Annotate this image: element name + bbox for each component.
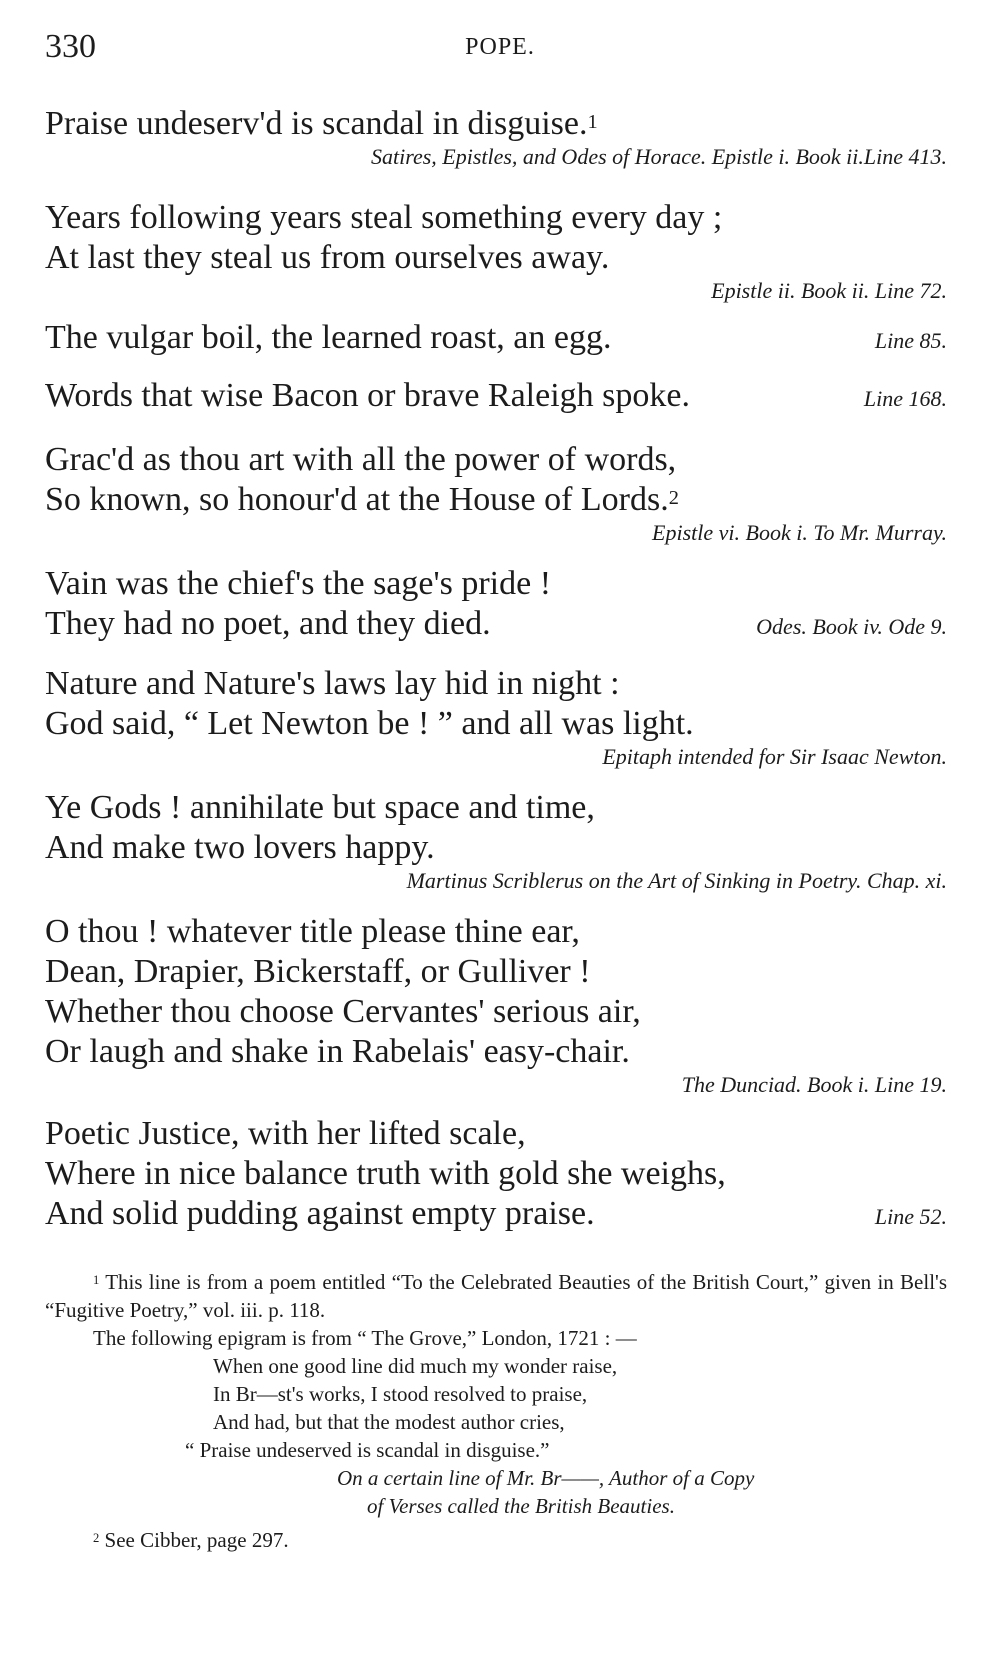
verse-line: Grac'd as thou art with all the power of words, [45, 441, 677, 478]
quote-4 [45, 376, 947, 419]
verse-line: Dean, Drapier, Bickerstaff, or Gulliver ! [45, 953, 591, 990]
verse-line: Praise undeserv'd is scandal in disguise.$^1$ [45, 105, 598, 142]
page-number: 330 [45, 28, 96, 65]
quote-source: Line 85. [874, 328, 947, 353]
verse-line: Whether thou choose Cervantes' serious air, [45, 993, 641, 1030]
quote-source: Line 52. [874, 1204, 947, 1229]
quote-6 [45, 564, 947, 647]
footnote-1-intro: The following epigram is from “ The Grove,” London, 1721 : — [93, 1326, 637, 1350]
running-head: POPE. [465, 34, 535, 60]
footnote-1-block [45, 1268, 947, 1554]
quote-5 [45, 440, 947, 546]
epigram-line: “ Praise undeserved is scandal in disguise.” [185, 1438, 550, 1462]
epigram-line: In Br—st's works, I stood resolved to praise, [213, 1382, 588, 1406]
footnote-ref: 2 [668, 487, 679, 509]
footnote-1-text: $^1$ This line is from a poem entitled “To the Celebrated Beauties of the British Court,” given in Bell's “Fugitive Poetry,” vol. iii. p. 118. [45, 1270, 947, 1322]
quote-9 [45, 912, 947, 1098]
quote-source: Odes. Book iv. Ode 9. [756, 614, 947, 639]
verse-line: Years following years steal something every day ; [45, 199, 723, 236]
footnote-marker: 1 [93, 1273, 100, 1287]
quote-source: Epistle vi. Book i. To Mr. Murray. [652, 520, 947, 545]
quote-7 [45, 664, 947, 770]
footnote-marker: 2 [93, 1531, 100, 1545]
footnote-ref: 1 [587, 111, 598, 133]
verse-line: At last they steal us from ourselves away. [45, 239, 610, 276]
verse-line: So known, so honour'd at the House of Lords.$^2$ [45, 481, 679, 518]
quote-source: The Dunciad. Book i. Line 19. [681, 1072, 947, 1097]
quote-source: Martinus Scriblerus on the Art of Sinking in Poetry. Chap. xi. [406, 868, 947, 893]
verse-line: And make two lovers happy. [45, 829, 435, 866]
footnote-2: $^2$ See Cibber, page 297. [93, 1528, 289, 1552]
epigram-source: On a certain line of Mr. Br——, Author of a Copy [337, 1466, 755, 1490]
quote-8 [45, 788, 947, 894]
quote-source: Epitaph intended for Sir Isaac Newton. [602, 744, 947, 769]
verse-line: Words that wise Bacon or brave Raleigh spoke. [45, 377, 690, 414]
verse-line: Vain was the chief's the sage's pride ! [45, 565, 552, 602]
epigram-line: When one good line did much my wonder raise, [213, 1354, 618, 1378]
verse-line: Or laugh and shake in Rabelais' easy-chair. [45, 1033, 630, 1070]
verse-line: Where in nice balance truth with gold she weighs, [45, 1155, 726, 1192]
epigram-source: of Verses called the British Beauties. [367, 1494, 675, 1518]
verse-line: Ye Gods ! annihilate but space and time, [45, 789, 595, 826]
verse-line: Nature and Nature's laws lay hid in night : [45, 665, 620, 702]
quote-1 [45, 104, 947, 170]
verse-line: God said, “ Let Newton be ! ” and all was light. [45, 705, 694, 742]
quote-source: Epistle ii. Book ii. Line 72. [711, 278, 947, 303]
epigram-line: And had, but that the modest author cries, [213, 1410, 565, 1434]
quote-2 [45, 198, 947, 304]
verse-line: Poetic Justice, with her lifted scale, [45, 1115, 526, 1152]
verse-line: And solid pudding against empty praise. [45, 1195, 595, 1232]
quote-source: Satires, Epistles, and Odes of Horace. Epistle i. Book ii.Line 413. [370, 144, 947, 169]
verse-line: O thou ! whatever title please thine ear, [45, 913, 580, 950]
verse-line: The vulgar boil, the learned roast, an egg. [45, 319, 612, 356]
quote-3 [45, 318, 947, 361]
quote-source: Line 168. [863, 386, 947, 411]
verse-line: They had no poet, and they died. [45, 605, 491, 642]
quote-10 [45, 1114, 947, 1237]
